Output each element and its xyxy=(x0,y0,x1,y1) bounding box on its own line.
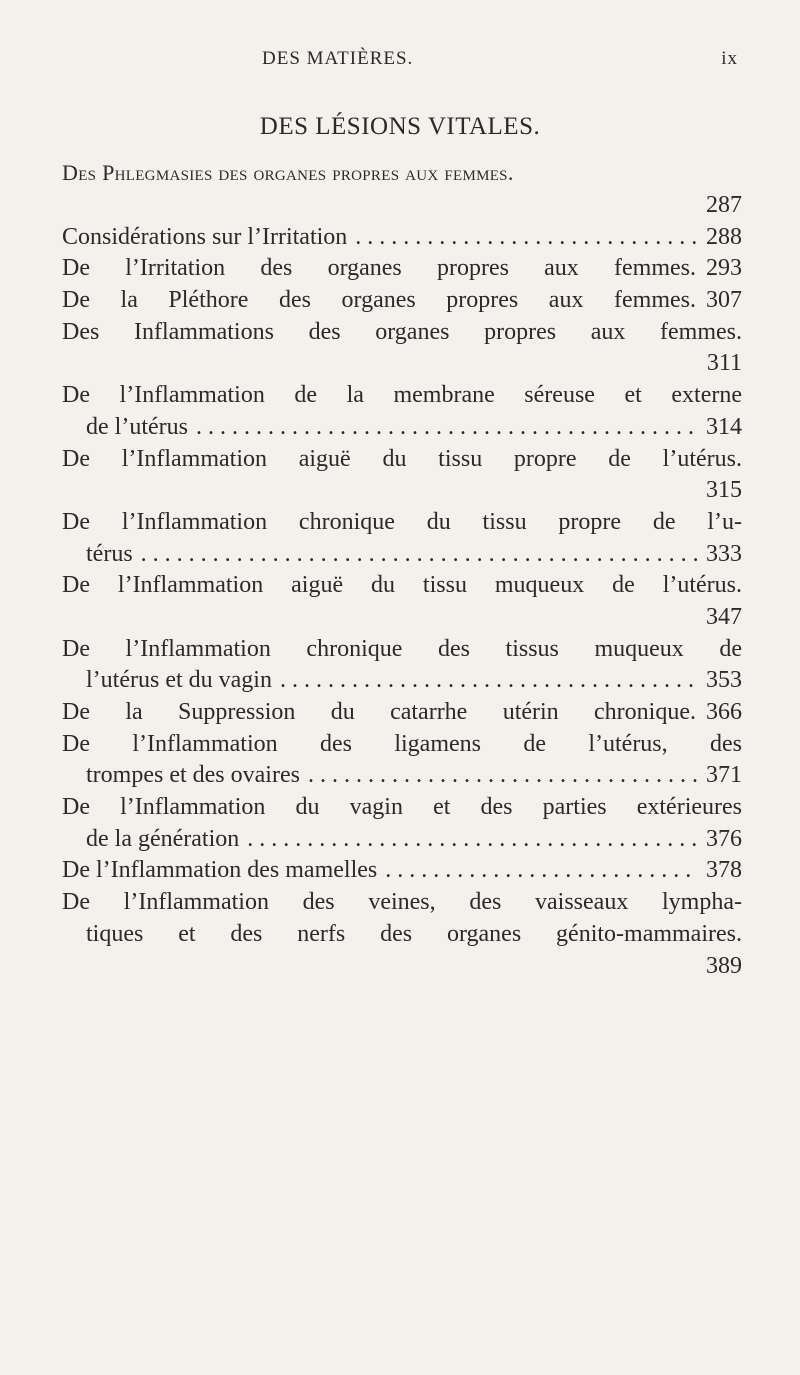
toc-entry-line xyxy=(62,539,742,571)
section-title: DES LÉSIONS VITALES. xyxy=(259,113,541,140)
toc-entry-text: De l’Irritation des organes propres aux femmes. xyxy=(62,255,696,282)
toc-entry-text: De l’Inflammation chronique du tissu propre de l’u- xyxy=(62,508,742,535)
toc-page-number: 311 xyxy=(706,350,742,377)
toc-page-number: 315 xyxy=(706,477,742,504)
toc-entry-text: de l’utérus xyxy=(86,413,188,440)
toc-entry-line xyxy=(62,570,742,602)
subsection-title: Des Phlegmasies des organes propres aux femmes. xyxy=(62,160,514,185)
toc-entry-text: De la Suppression du catarrhe utérin chronique. xyxy=(62,699,696,725)
toc-page-number: 347 xyxy=(706,603,742,630)
running-head-title: DES MATIÈRES. xyxy=(262,48,414,69)
toc-page-number: 333 xyxy=(706,540,742,567)
toc-entry-text: De l’Inflammation de la membrane séreuse et externe xyxy=(62,382,742,409)
toc-page-number: 293 xyxy=(706,255,742,282)
subsection-page-row xyxy=(62,190,742,222)
toc-entry-line xyxy=(62,317,742,349)
toc-entry xyxy=(62,222,742,254)
toc-page-number: 376 xyxy=(706,825,742,852)
toc-entry-page-row xyxy=(62,348,742,380)
toc-entry-line xyxy=(62,444,742,476)
running-head xyxy=(200,48,738,78)
toc-page-number: 371 xyxy=(706,762,742,789)
toc-entry xyxy=(62,792,742,855)
toc-page-number: 378 xyxy=(706,857,742,884)
toc-page-number: 353 xyxy=(706,667,742,694)
toc-entry-line xyxy=(62,380,742,412)
dot-leader xyxy=(141,539,698,571)
toc-page-number: 288 xyxy=(706,223,742,250)
toc-entry-text: De l’Inflammation aiguë du tissu propre de l’utérus. xyxy=(62,445,742,472)
dot-leader xyxy=(196,412,698,444)
toc-entry xyxy=(62,855,742,887)
toc-entry-page-row xyxy=(62,475,742,507)
running-head-page-number: ix xyxy=(721,48,738,69)
toc-entry-line xyxy=(62,855,742,887)
dot-leader xyxy=(247,824,698,856)
toc-entry-line xyxy=(62,697,742,729)
dot-leader xyxy=(280,665,698,697)
toc-page-number: 366 xyxy=(706,699,742,725)
toc-entry-line xyxy=(62,824,742,856)
toc-entry-line xyxy=(62,412,742,444)
toc-entry-line xyxy=(62,919,742,951)
entry-list xyxy=(62,222,742,983)
toc-entry-text: De l’Inflammation chronique des tissus muqueux de xyxy=(62,635,742,662)
toc-entry xyxy=(62,253,742,285)
toc-entry xyxy=(62,285,742,317)
subsection-page-number: 287 xyxy=(706,192,742,218)
toc-entry-text: De l’Inflammation des veines, des vaisseaux lympha- xyxy=(62,889,742,916)
dot-leader xyxy=(385,855,698,887)
toc-entry-text: térus xyxy=(86,540,133,567)
toc-entry xyxy=(62,887,742,982)
toc-entry xyxy=(62,570,742,633)
toc-page-number: 389 xyxy=(706,952,742,979)
toc-entry-line xyxy=(62,507,742,539)
toc-entry-line xyxy=(62,729,742,761)
toc-entry-text: Des Inflammations des organes propres aux femmes. xyxy=(62,318,742,345)
toc-entry-text: de la génération xyxy=(86,825,240,852)
toc-entry-text: De l’Inflammation aiguë du tissu muqueux de l’utérus. xyxy=(62,572,742,599)
toc-entry-line xyxy=(62,222,742,254)
toc-entry xyxy=(62,444,742,507)
toc-entry xyxy=(62,380,742,443)
toc-entry-line xyxy=(62,634,742,666)
toc-entry xyxy=(62,697,742,729)
dot-leader xyxy=(355,222,698,254)
toc-entry-line xyxy=(62,792,742,824)
toc-entry-page-row xyxy=(62,602,742,634)
toc-entry-text: l’utérus et du vagin xyxy=(86,667,272,694)
toc-entry xyxy=(62,317,742,380)
table-of-contents xyxy=(62,190,742,982)
toc-entry-text: trompes et des ovaires xyxy=(86,762,300,789)
toc-entry-text: De l’Inflammation des mamelles xyxy=(62,857,378,884)
toc-entry-text: De la Pléthore des organes propres aux femmes. xyxy=(62,287,696,314)
dot-leader xyxy=(308,760,698,792)
toc-entry-line xyxy=(62,887,742,919)
toc-entry-text: tiques et des nerfs des organes génito-mammaires. xyxy=(86,920,742,947)
toc-entry-line xyxy=(62,760,742,792)
toc-entry-line xyxy=(62,253,742,285)
toc-entry-text: De l’Inflammation des ligamens de l’utérus, des xyxy=(62,730,742,757)
toc-entry-line xyxy=(62,665,742,697)
toc-page-number: 307 xyxy=(706,287,742,314)
toc-entry-text: Considérations sur l’Irritation xyxy=(62,223,348,250)
toc-entry-page-row xyxy=(62,951,742,983)
toc-entry-text: De l’Inflammation du vagin et des parties extérieures xyxy=(62,794,742,821)
toc-entry xyxy=(62,729,742,792)
toc-entry xyxy=(62,507,742,570)
toc-page-number: 314 xyxy=(706,413,742,440)
toc-entry-line xyxy=(62,285,742,317)
toc-entry xyxy=(62,634,742,697)
